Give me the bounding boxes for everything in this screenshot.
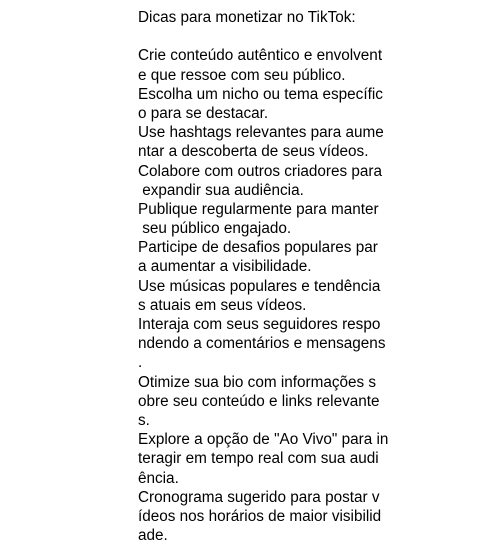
note-text-line: Escolha um nicho ou tema específic (138, 85, 383, 103)
note-text-line: expandir sua audiência. (138, 181, 304, 199)
note-title-line: Dicas para monetizar no TikTok: (138, 9, 356, 26)
note-text-line: Crie conteúdo autêntico e envolvent (138, 47, 383, 65)
note-text-line: Explore a opção de "Ao Vivo" para in (138, 431, 389, 449)
note-text-line: e que ressoe com seu público. (138, 66, 346, 84)
note-text-line: Cronograma sugerido para postar v (138, 488, 380, 506)
note-text-line: ade. (138, 527, 168, 545)
note-text-line: s. (138, 411, 150, 429)
note-text-line: seu público engajado. (138, 220, 292, 238)
note-text-line: s atuais em seus vídeos. (138, 296, 307, 314)
note-text-line: o para se destacar. (138, 104, 269, 122)
note-text-line: Colabore com outros criadores para (138, 162, 383, 180)
note-text-line: obre seu conteúdo e links relevante (138, 392, 380, 410)
notes-text-area[interactable] (138, 8, 398, 545)
note-text-line: Publique regularmente para manter (138, 200, 379, 218)
note-text-line: ndendo a comentários e mensagens (138, 335, 386, 353)
note-text-line: a aumentar a visibilidade. (138, 258, 312, 276)
note-text-line: . (138, 354, 143, 372)
note-text-line: Otimize sua bio com informações s (138, 373, 377, 391)
note-text-line (138, 27, 398, 46)
note-text-line: teragir em tempo real com sua audi (138, 450, 379, 468)
note-text-line: Interaja com seus seguidores respo (138, 316, 381, 333)
note-text-line: Use hashtags relevantes para aume (138, 124, 384, 142)
note-text-line: ídeos nos horários de maior visibilid (138, 507, 382, 525)
note-text-line: Use músicas populares e tendência (138, 277, 381, 295)
note-text-line: ência. (138, 469, 179, 487)
note-text-line: Participe de desafios populares par (138, 239, 378, 257)
note-text-line: ntar a descoberta de seus vídeos. (138, 143, 369, 161)
